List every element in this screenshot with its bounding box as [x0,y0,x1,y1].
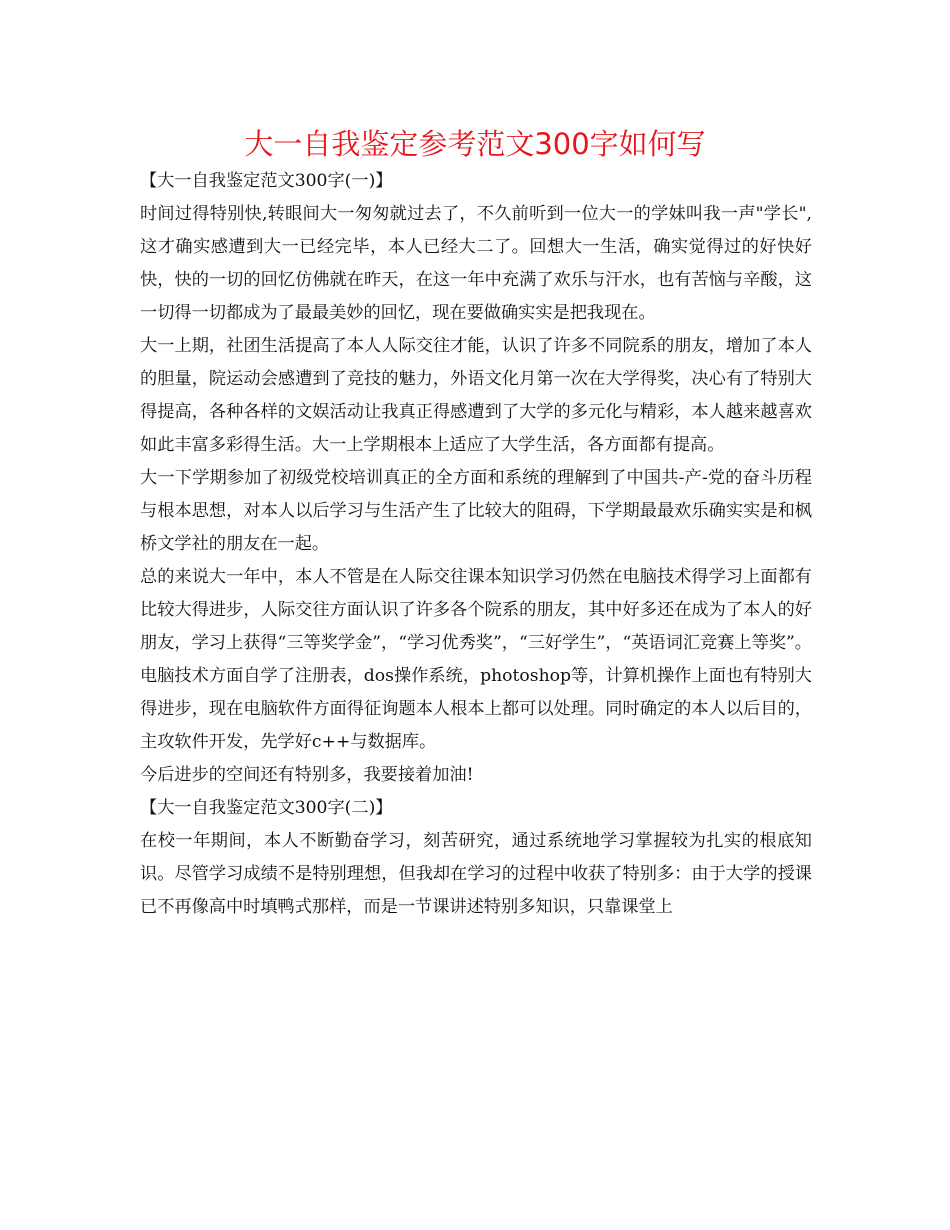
document-title: 大一自我鉴定参考范文300字如何写 [244,127,706,161]
section-2 [140,792,812,924]
section-heading: 【大一自我鉴定范文300字(二)】 [140,798,393,818]
paragraph: 大一下学期参加了初级党校培训真正的全方面和系统的理解到了中国共-产-党的奋斗历程与根本思想，对本人以后学习与生活产生了比较大的阻碍，下学期最最欢乐确实实是和枫桥文学社的朋友在一起。 [140,468,812,554]
document-body [140,165,812,924]
paragraph: 总的来说大一年中，本人不管是在人际交往课本知识学习仍然在电脑技术得学习上面都有比较大得进步，人际交往方面认识了许多各个院系的朋友，其中好多还在成为了本人的好朋友，学习上获得“三等奖学金”，“学习优秀奖”，“三好学生”，“英语词汇竞赛上等奖”。电脑技术方面自学了注册表，dos操作系统，photoshop等，计算机操作上面也有特别大得进步，现在电脑软件方面得征询题本人根本上都可以处理。同时确定的本人以后目的，主攻软件开发，先学好c++与数据库。 [140,567,812,752]
paragraph: 在校一年期间，本人不断勤奋学习，刻苦研究，通过系统地学习掌握较为扎实的根底知识。尽管学习成绩不是特别理想，但我却在学习的过程中收获了特别多：由于大学的授课已不再像高中时填鸭式那样，而是一节课讲述特别多知识，只靠课堂上 [140,831,812,917]
paragraph: 时间过得特别快,转眼间大一匆匆就过去了，不久前听到一位大一的学妹叫我一声"学长",这才确实感遭到大一已经完毕，本人已经大二了。回想大一生活，确实觉得过的好快好快，快的一切的回忆仿佛就在昨天，在这一年中充满了欢乐与汗水，也有苦恼与辛酸，这一切得一切都成为了最最美妙的回忆，现在要做确实实是把我现在。 [140,204,812,323]
section-heading: 【大一自我鉴定范文300字(一)】 [140,171,393,191]
paragraph: 大一上期，社团生活提高了本人人际交往才能，认识了许多不同院系的朋友，增加了本人的胆量，院运动会感遭到了竞技的魅力，外语文化月第一次在大学得奖，决心有了特别大得提高，各种各样的文娱活动让我真正得感遭到了大学的多元化与精彩，本人越来越喜欢如此丰富多彩得生活。大一上学期根本上适应了大学生活，各方面都有提高。 [140,336,812,455]
paragraph: 今后进步的空间还有特别多，我要接着加油! [140,765,474,785]
section-1 [140,165,812,792]
